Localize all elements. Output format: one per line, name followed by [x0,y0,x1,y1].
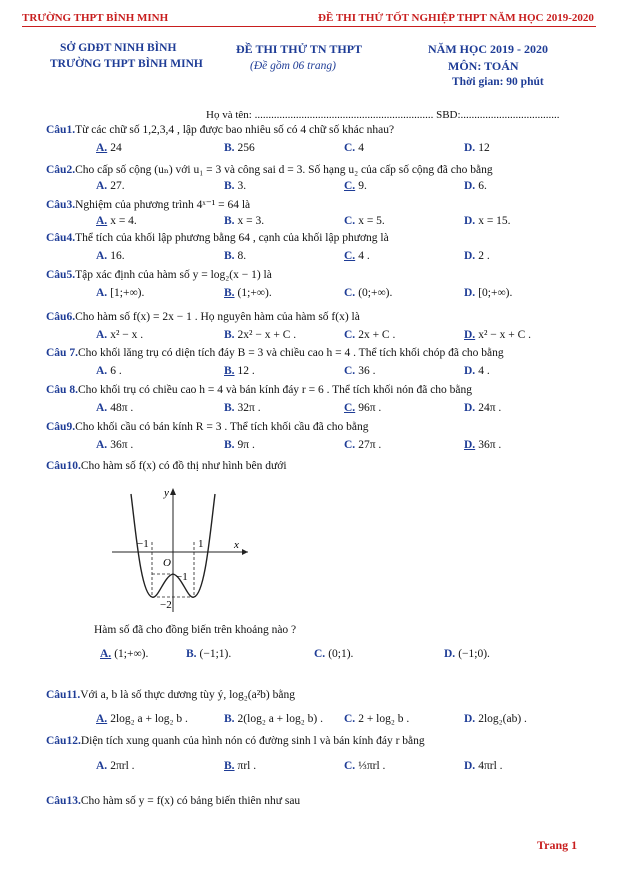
header-subject: MÔN: TOÁN [448,59,519,73]
option-b[interactable] [224,439,255,451]
option-key: A. [96,402,108,414]
option-value: 4 [358,142,364,154]
option-c[interactable] [344,402,381,414]
option-value: πrl . [237,760,257,772]
option-value: 16. [110,250,125,262]
option-value: (−1;0). [458,648,490,660]
question-1 [46,124,394,136]
option-a[interactable] [96,215,137,227]
option-value: 6 . [110,365,122,377]
option-d[interactable] [464,215,511,227]
option-d[interactable] [464,402,501,414]
question-label: Câu5. [46,269,76,281]
option-c[interactable] [344,365,375,377]
option-key: D. [464,287,476,299]
option-value: 2(log₂ a + log₂ b) . [237,713,323,725]
header-school-year: NĂM HỌC 2019 - 2020 [428,42,548,56]
option-a[interactable] [96,760,135,772]
option-value: 2log₂(ab) . [478,713,527,725]
option-d[interactable] [464,250,490,262]
option-value: 24π . [478,402,502,414]
option-value: (0;1). [328,648,354,660]
option-a[interactable] [96,142,122,154]
question-12 [46,735,425,747]
option-value: 8. [237,250,247,262]
option-c[interactable] [344,142,364,154]
option-key: A. [96,287,108,299]
option-key: D. [464,439,476,451]
option-value: 4 . [358,250,370,262]
option-b[interactable] [224,713,323,725]
option-key: B. [224,287,235,299]
question-2 [46,162,493,176]
option-d[interactable] [464,142,490,154]
option-key: C. [344,365,356,377]
option-key: C. [344,250,356,262]
option-value: x² − x . [110,329,144,341]
question-label: Câu9. [46,421,76,433]
option-b[interactable] [224,760,256,772]
tick-y-minus1: −1 [176,571,188,583]
option-value: 9. [358,180,367,192]
option-value: 2 + log₂ b . [358,713,410,725]
option-key: A. [96,439,108,451]
question-text: Cho khối trụ có chiều cao h = 4 và bán kính đáy r = 6 . Thể tích khối nón đã cho bằng [77,384,473,396]
option-d[interactable] [464,329,531,341]
option-value: (1;+∞). [237,287,272,299]
question-label: Câu10. [46,460,81,472]
question-text: Diện tích xung quanh của hình nón có đường sinh l và bán kính đáy r bằng [80,735,425,747]
option-value: 27π . [358,439,382,451]
option-value: 6. [478,180,487,192]
question-label: Câu12. [46,735,81,747]
option-key: A. [96,760,108,772]
option-key: A. [96,329,108,341]
option-d[interactable] [464,180,487,192]
question-11 [46,689,295,701]
top-school: TRƯỜNG THPT BÌNH MINH [22,12,169,24]
option-a[interactable] [96,287,144,299]
option-value: 3. [237,180,247,192]
header-divider [22,26,596,27]
option-value: 12 [478,142,490,154]
option-key: D. [464,402,476,414]
option-key: A. [96,713,108,725]
question-text: Từ các chữ số 1,2,3,4 , lập được bao nhiêu số có 4 chữ số khác nhau? [75,124,395,136]
option-d[interactable] [464,760,503,772]
tick-minus1: −1 [137,538,149,550]
option-b[interactable] [186,648,231,660]
header-exam-name: ĐỀ THI THỬ TN THPT [236,42,363,56]
option-value: (0;+∞). [358,287,393,299]
option-value: [0;+∞). [478,287,513,299]
question-text: Cho khối cầu có bán kính R = 3 . Thể tích khối cầu đã cho bằng [75,421,369,433]
option-key: C. [344,180,356,192]
option-c[interactable] [344,180,367,192]
option-value: 24 [110,142,122,154]
option-key: D. [464,180,476,192]
question-text: Cho hàm số f(x) có đồ thị như hình bên dưới [80,460,287,472]
question-13 [46,795,300,807]
option-key: C. [344,215,356,227]
question-text: Nghiệm của phương trình 4ˣ⁻¹ = 64 là [75,199,251,211]
option-c[interactable] [314,648,353,660]
option-c[interactable] [344,215,385,227]
option-value: 48π . [110,402,134,414]
option-key: D. [464,142,476,154]
question-text: Cho hàm số f(x) = 2x − 1 . Họ nguyên hàm của hàm số f(x) là [75,311,360,323]
option-b[interactable] [224,365,255,377]
option-key: D. [464,760,476,772]
option-key: C. [344,329,356,341]
option-key: D. [444,648,456,660]
option-value: x = 5. [358,215,385,227]
option-value: x = 4. [110,215,137,227]
option-value: 256 [237,142,255,154]
option-key: C. [314,648,326,660]
option-value: 32π . [237,402,261,414]
option-key: A. [96,365,108,377]
option-c[interactable] [344,250,370,262]
option-key: B. [224,142,235,154]
option-key: B. [224,180,235,192]
option-value: (−1;1). [199,648,232,660]
option-b[interactable] [224,329,296,341]
option-c[interactable] [344,760,385,772]
question-label: Câu2. [46,164,76,176]
question-9 [46,421,368,433]
option-value: 2x + C . [358,329,396,341]
option-b[interactable] [224,402,261,414]
option-d[interactable] [464,439,501,451]
option-value: (1;+∞). [114,648,149,660]
question-label: Câu 8. [46,384,78,396]
tick-y-minus2: −2 [160,599,172,611]
option-key: C. [344,142,356,154]
option-value: 4πrl . [478,760,503,772]
question-text: Cho hàm số y = f(x) có bảng biến thiên như sau [80,795,301,807]
option-key: D. [464,215,476,227]
option-b[interactable] [224,215,264,227]
x-axis-arrow-icon [242,549,248,555]
origin-label: O [163,557,171,569]
option-b[interactable] [224,142,255,154]
option-key: B. [224,402,235,414]
option-value: 96π . [358,402,382,414]
question-label: Câu6. [46,311,76,323]
header-page-count: (Đề gồm 06 trang) [250,60,336,72]
option-value: 2x² − x + C . [237,329,297,341]
option-d[interactable] [444,648,490,660]
question-label: Câu4. [46,232,76,244]
option-key: A. [96,180,108,192]
question-10 [46,460,287,472]
option-key: D. [464,250,476,262]
option-key: C. [344,287,356,299]
option-b[interactable] [224,180,246,192]
question-text: Cho cấp số cộng (uₙ) với u₁ = 3 và công sai d = 3. Số hạng u₂ của cấp số cộng đã cho bằng [75,164,493,176]
option-c[interactable] [344,329,395,341]
question-text: Với a, b là số thực dương tùy ý, log₂(a²b) bằng [80,689,295,701]
option-value: 36π . [478,439,502,451]
option-value: 2πrl . [110,760,135,772]
question-label: Câu3. [46,199,76,211]
option-d[interactable] [464,713,527,725]
function-graph [106,484,256,614]
x-label: x [234,539,239,551]
option-key: A. [96,215,108,227]
option-key: A. [96,142,108,154]
page-number: Trang 1 [537,838,578,852]
option-value: [1;+∞). [110,287,145,299]
option-key: B. [224,439,235,451]
option-key: B. [224,215,235,227]
q10-subquestion: Hàm số đã cho đồng biến trên khoảng nào ? [94,624,297,636]
option-value: 2log₂ a + log₂ b . [110,713,188,725]
option-c[interactable] [344,287,392,299]
option-a[interactable] [100,648,148,660]
header-department: SỞ GDĐT NINH BÌNH [60,42,177,54]
tick-1: 1 [198,538,204,550]
question-label: Câu13. [46,795,81,807]
top-exam-title: ĐỀ THI THỬ TỐT NGHIỆP THPT NĂM HỌC 2019-2020 [318,12,594,24]
option-value: 9π . [237,439,255,451]
question-text: Tập xác định của hàm số y = log₂(x − 1) là [75,269,272,281]
question-7 [46,347,504,359]
header-duration: Thời gian: 90 phút [452,76,544,88]
option-value: x = 3. [237,215,265,227]
option-key: A. [96,250,108,262]
option-key: B. [224,713,235,725]
question-label: Câu 7. [46,347,78,359]
option-key: A. [100,648,112,660]
option-key: B. [224,329,235,341]
option-value: ⅓πrl . [358,760,386,772]
option-key: C. [344,402,356,414]
option-key: C. [344,760,356,772]
question-text: Thể tích của khối lập phương bằng 64 , cạnh của khối lập phương là [75,232,389,244]
option-a[interactable] [96,250,125,262]
option-a[interactable] [96,713,188,725]
option-a[interactable] [96,329,143,341]
option-value: 27. [110,180,125,192]
option-c[interactable] [344,713,409,725]
question-label: Câu1. [46,124,76,136]
question-3 [46,197,250,211]
option-key: B. [224,365,235,377]
option-value: 2 . [478,250,490,262]
option-c[interactable] [344,439,381,451]
option-b[interactable] [224,250,246,262]
option-value: 36π . [110,439,134,451]
question-text: Cho khối lăng trụ có diện tích đáy B = 3 và chiều cao h = 4 . Thể tích khối chóp đã cho bằng [77,347,504,359]
header-school: TRƯỜNG THPT BÌNH MINH [50,58,203,70]
option-value: 4 . [478,365,490,377]
option-key: D. [464,365,476,377]
option-value: x = 15. [478,215,511,227]
option-b[interactable] [224,287,272,299]
option-a[interactable] [96,365,122,377]
y-axis-arrow-icon [170,488,176,495]
option-d[interactable] [464,365,490,377]
question-8 [46,384,472,396]
option-key: D. [464,713,476,725]
option-a[interactable] [96,180,125,192]
option-key: C. [344,439,356,451]
option-key: B. [224,760,235,772]
option-key: D. [464,329,476,341]
option-d[interactable] [464,287,512,299]
option-key: B. [186,648,197,660]
question-label: Câu11. [46,689,81,701]
name-line: Họ và tên: ................................................................. SBD:.................................... [206,109,560,121]
option-key: C. [344,713,356,725]
option-value: 12 . [237,365,255,377]
option-a[interactable] [96,439,133,451]
option-a[interactable] [96,402,133,414]
y-label: y [164,487,169,499]
question-6 [46,311,360,323]
option-value: 36 . [358,365,376,377]
option-value: x² − x + C . [478,329,532,341]
question-5 [46,269,272,281]
option-key: B. [224,250,235,262]
question-4 [46,232,389,244]
